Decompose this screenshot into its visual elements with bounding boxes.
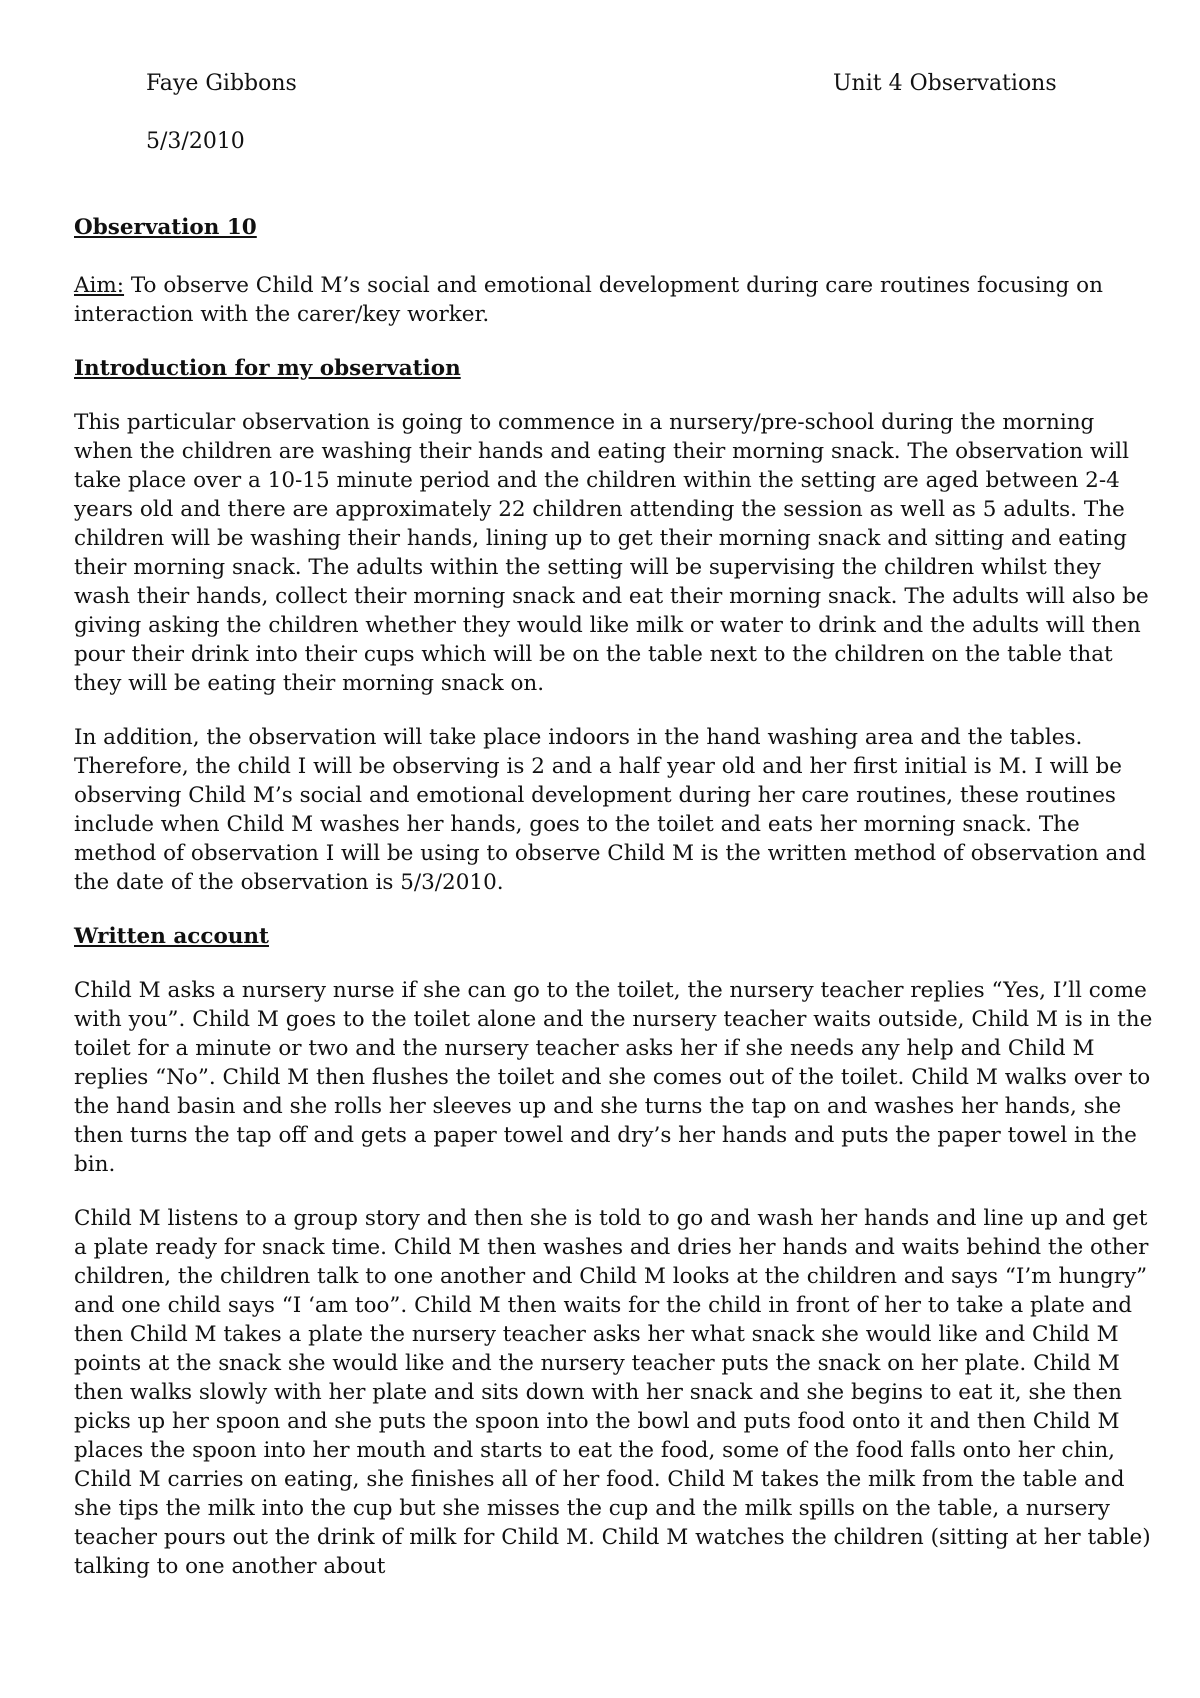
written-paragraph-1: Child M asks a nursery nurse if she can go to the toilet, the nursery teacher replies “Yes, I’ll come with you”. Child M goes to the toilet alone and the nursery teacher waits outside, Child M is in the toilet for a minute or two and the nursery teacher asks her if she needs any help and Child M replies “No”. Child M then flushes the toilet and she comes out of the toilet. Child M walks over to the hand basin and she rolls her sleeves up and she turns the tap on and washes her hands, she then turns the tap off and gets a paper towel and dry’s her hands and puts the paper towel in the bin. [74, 978, 1153, 1177]
observation-title: Observation 10 [74, 215, 257, 240]
document-body [74, 213, 1156, 1581]
written-paragraph-2: Child M listens to a group story and then she is told to go and wash her hands and line up and get a plate ready for snack time. Child M then washes and dries her hands and waits behind the other children, the children talk to one another and Child M looks at the children and says “I’m hungry” and one child says “I ‘am too”. Child M then waits for the child in front of her to take a plate and then Child M takes a plate the nursery teacher asks her what snack she would like and Child M points at the snack she would like and the nursery teacher puts the snack on her plate. Child M then walks slowly with her plate and sits down with her snack and she begins to eat it, she then picks up her spoon and she puts the spoon into the bowl and puts food onto it and then Child M places the spoon into her mouth and starts to eat the food, some of the food falls onto her chin, Child M carries on eating, she finishes all of her food. Child M takes the milk from the table and she tips the milk into the cup but she misses the cup and the milk spills on the table, a nursery teacher pours out the drink of milk for Child M. Child M watches the children (sitting at her table) talking to one another about [74, 1206, 1151, 1579]
aim-text: To observe Child M’s social and emotional development during care routines focusing on interaction with the carer/key worker. [74, 273, 1103, 327]
written-account-heading: Written account [74, 924, 269, 949]
document-date: 5/3/2010 [146, 129, 245, 154]
intro-heading: Introduction for my observation [74, 356, 461, 381]
unit-title: Unit 4 Observations [833, 71, 1057, 96]
author-name: Faye Gibbons [146, 71, 297, 96]
aim-paragraph [74, 271, 1156, 329]
intro-paragraph-1: This particular observation is going to commence in a nursery/pre-school during the morning when the children are washing their hands and eating their morning snack. The observation will take place over a 10-15 minute period and the children within the setting are aged between 2-4 years old and there are approximately 22 children attending the session as well as 5 adults. The children will be washing their hands, lining up to get their morning snack and sitting and eating their morning snack. The adults within the setting will be supervising the children whilst they wash their hands, collect their morning snack and eat their morning snack. The adults will also be giving asking the children whether they would like milk or water to drink and the adults will then pour their drink into their cups which will be on the table next to the children on the table that they will be eating their morning snack on. [74, 410, 1149, 696]
intro-paragraph-2: In addition, the observation will take place indoors in the hand washing area and the tables. Therefore, the child I will be observing is 2 and a half year old and her first initial is M. I will be observing Child M’s social and emotional development during her care routines, these routines include when Child M washes her hands, goes to the toilet and eats her morning snack. The method of observation I will be using to observe Child M is the written method of observation and the date of the observation is 5/3/2010. [74, 725, 1146, 895]
aim-label: Aim: [74, 273, 125, 298]
